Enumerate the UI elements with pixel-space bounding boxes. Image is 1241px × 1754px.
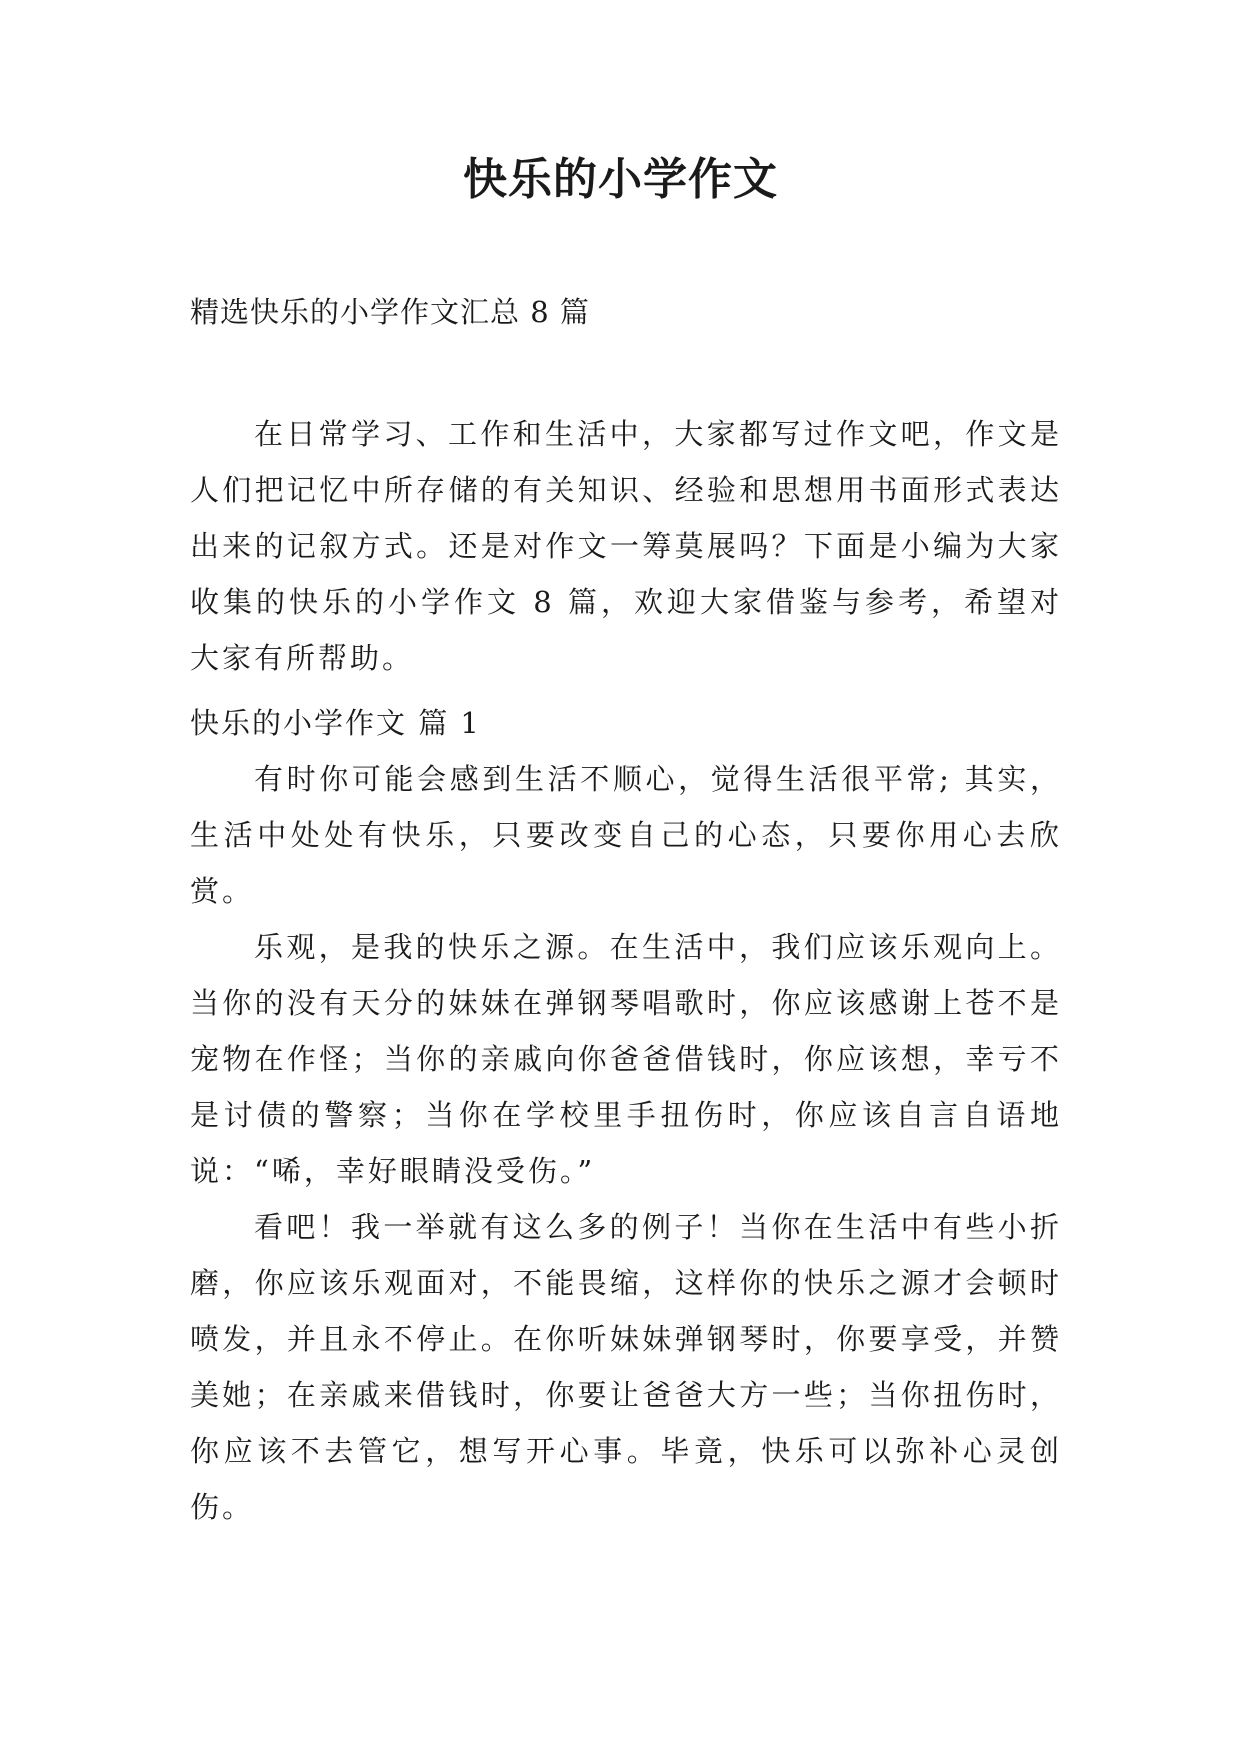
essay-heading: 快乐的小学作文 篇 1 <box>190 706 481 740</box>
essay-paragraph: 看吧！我一举就有这么多的例子！当你在生活中有些小折磨，你应该乐观面对，不能畏缩，这样你的快乐之源才会顿时喷发，并且永不停止。在你听妹妹弹钢琴时，你要享受，并赞美她；在亲戚来借钱时，你要让爸爸大方一些；当你扭伤时，你应该不去管它，想写开心事。毕竟，快乐可以弥补心灵创伤。 <box>190 1210 1062 1524</box>
document-subtitle: 精选快乐的小学作文汇总 8 篇 <box>190 295 590 329</box>
essay-section <box>190 695 1062 1535</box>
document-title: 快乐的小学作文 <box>463 154 778 205</box>
intro-section <box>190 406 1062 686</box>
essay-paragraph: 乐观，是我的快乐之源。在生活中，我们应该乐观向上。当你的没有天分的妹妹在弹钢琴唱歌时，你应该感谢上苍不是宠物在作怪；当你的亲戚向你爸爸借钱时，你应该想，幸亏不是讨债的警察；当你在学校里手扭伤时，你应该自言自语地说：“唏，幸好眼睛没受伤。” <box>190 930 1062 1188</box>
intro-paragraph: 在日常学习、工作和生活中，大家都写过作文吧，作文是人们把记忆中所存储的有关知识、经验和思想用书面形式表达出来的记叙方式。还是对作文一筹莫展吗？下面是小编为大家收集的快乐的小学作文 8 篇，欢迎大家借鉴与参考，希望对大家有所帮助。 <box>190 417 1062 675</box>
essay-paragraph: 有时你可能会感到生活不顺心，觉得生活很平常; 其实，生活中处处有快乐，只要改变自己的心态，只要你用心去欣赏。 <box>190 762 1062 908</box>
